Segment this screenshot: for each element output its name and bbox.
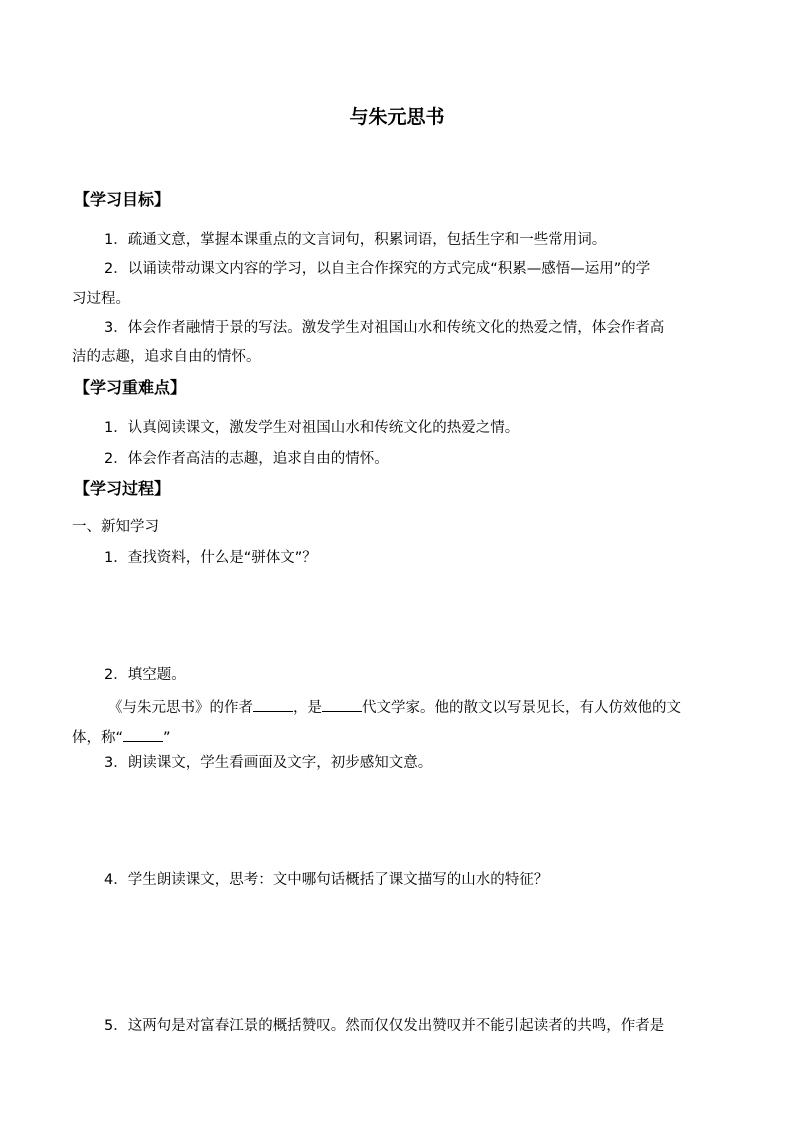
- objective-2-line-1: 2．以诵读带动课文内容的学习，以自主合作探究的方式完成“积累—感悟—运用”的学: [104, 261, 651, 277]
- fill-text-1: 《与朱元思书》的作者: [108, 700, 253, 716]
- objectives-heading: 【学习目标】: [74, 190, 171, 209]
- question-5: 5．这两句是对富春江景的概括赞叹。然而仅仅发出赞叹并不能引起读者的共鸣，作者是: [104, 1018, 665, 1034]
- question-2: 2．填空题。: [104, 667, 186, 683]
- fill-in-line-1: [108, 697, 681, 716]
- fill-text-4: 体，称“: [72, 730, 124, 746]
- keypoints-heading: 【学习重难点】: [74, 378, 187, 397]
- blank-author[interactable]: [253, 697, 293, 712]
- blank-style[interactable]: [123, 727, 163, 742]
- fill-text-2: ，是: [293, 700, 322, 716]
- process-heading: 【学习过程】: [74, 479, 171, 498]
- objective-3-line-2: 洁的志趣，追求自由的情怀。: [72, 349, 261, 365]
- objective-2-line-2: 习过程。: [72, 291, 130, 307]
- question-4: 4．学生朗读课文，思考：文中哪句话概括了课文描写的山水的特征？: [104, 872, 549, 888]
- keypoint-1: 1．认真阅读课文，激发学生对祖国山水和传统文化的热爱之情。: [104, 420, 520, 436]
- question-1: 1．查找资料，什么是“骈体文”？: [104, 550, 317, 566]
- fill-in-line-2: [72, 727, 171, 746]
- question-3: 3．朗读课文，学生看画面及文字，初步感知文意。: [104, 755, 433, 771]
- blank-dynasty[interactable]: [322, 697, 362, 712]
- objective-1: 1．疏通文意，掌握本课重点的文言词句，积累词语，包括生字和一些常用词。: [104, 232, 607, 248]
- objective-3-line-1: 3．体会作者融情于景的写法。激发学生对祖国山水和传统文化的热爱之情，体会作者高: [104, 320, 665, 336]
- page-title: 与朱元思书: [349, 106, 445, 128]
- process-subheading: 一、新知学习: [72, 519, 159, 535]
- fill-text-3: 代文学家。他的散文以写景见长，有人仿效他的文: [362, 700, 681, 716]
- fill-text-5: ”: [163, 730, 171, 746]
- keypoint-2: 2．体会作者高洁的志趣，追求自由的情怀。: [104, 451, 389, 467]
